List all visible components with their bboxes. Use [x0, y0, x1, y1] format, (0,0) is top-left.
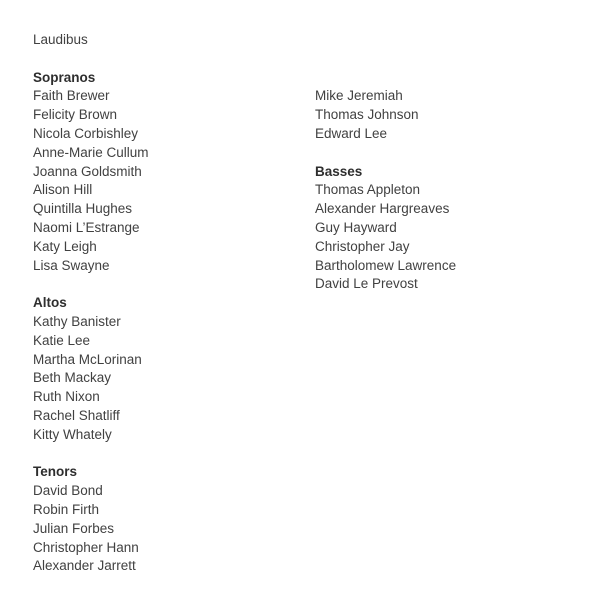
member-name: Katy Leigh — [33, 238, 97, 254]
member-name: Kitty Whately — [33, 426, 112, 442]
section-heading-altos: Altos — [33, 295, 67, 311]
member-name: Christopher Jay — [315, 238, 410, 254]
section-sopranos — [33, 69, 315, 276]
member-name: David Le Prevost — [315, 276, 418, 292]
section-heading-basses: Basses — [315, 163, 363, 179]
member-name: Rachel Shatliff — [33, 407, 120, 423]
section-basses — [315, 163, 456, 295]
member-name: Naomi L’Estrange — [33, 219, 140, 235]
column-right — [315, 69, 456, 295]
title-spacer — [33, 50, 600, 69]
member-name: Kathy Banister — [33, 313, 121, 329]
member-name: Alexander Hargreaves — [315, 201, 450, 217]
member-name: Lisa Swayne — [33, 257, 110, 273]
member-name: Alison Hill — [33, 182, 93, 198]
section-tenors — [33, 463, 315, 576]
member-name: Mike Jeremiah — [315, 88, 403, 104]
member-name: David Bond — [33, 483, 103, 499]
member-name: Bartholomew Lawrence — [315, 257, 457, 273]
member-name: Ruth Nixon — [33, 389, 100, 405]
section-altos — [33, 294, 315, 444]
section-heading-tenors: Tenors — [33, 464, 78, 480]
member-name: Thomas Appleton — [315, 182, 421, 198]
section-tenors-continued — [315, 87, 456, 143]
member-name: Martha McLorinan — [33, 351, 142, 367]
roster-columns — [33, 69, 600, 577]
member-name: Beth Mackay — [33, 370, 112, 386]
page-title: Laudibus — [33, 32, 88, 47]
member-name: Nicola Corbishley — [33, 125, 139, 141]
column-left — [33, 69, 315, 577]
member-name: Anne-Marie Cullum — [33, 144, 149, 160]
member-name: Christopher Hann — [33, 539, 139, 555]
member-name: Thomas Johnson — [315, 107, 419, 123]
member-name: Julian Forbes — [33, 520, 115, 536]
member-name: Joanna Goldsmith — [33, 163, 142, 179]
member-name: Faith Brewer — [33, 88, 110, 104]
section-heading-sopranos: Sopranos — [33, 69, 96, 85]
member-name: Guy Hayward — [315, 219, 397, 235]
member-name: Edward Lee — [315, 125, 388, 141]
member-name: Robin Firth — [33, 501, 100, 517]
member-name: Quintilla Hughes — [33, 201, 133, 217]
member-name: Katie Lee — [33, 332, 91, 348]
member-name: Alexander Jarrett — [33, 558, 136, 574]
member-name: Felicity Brown — [33, 107, 118, 123]
